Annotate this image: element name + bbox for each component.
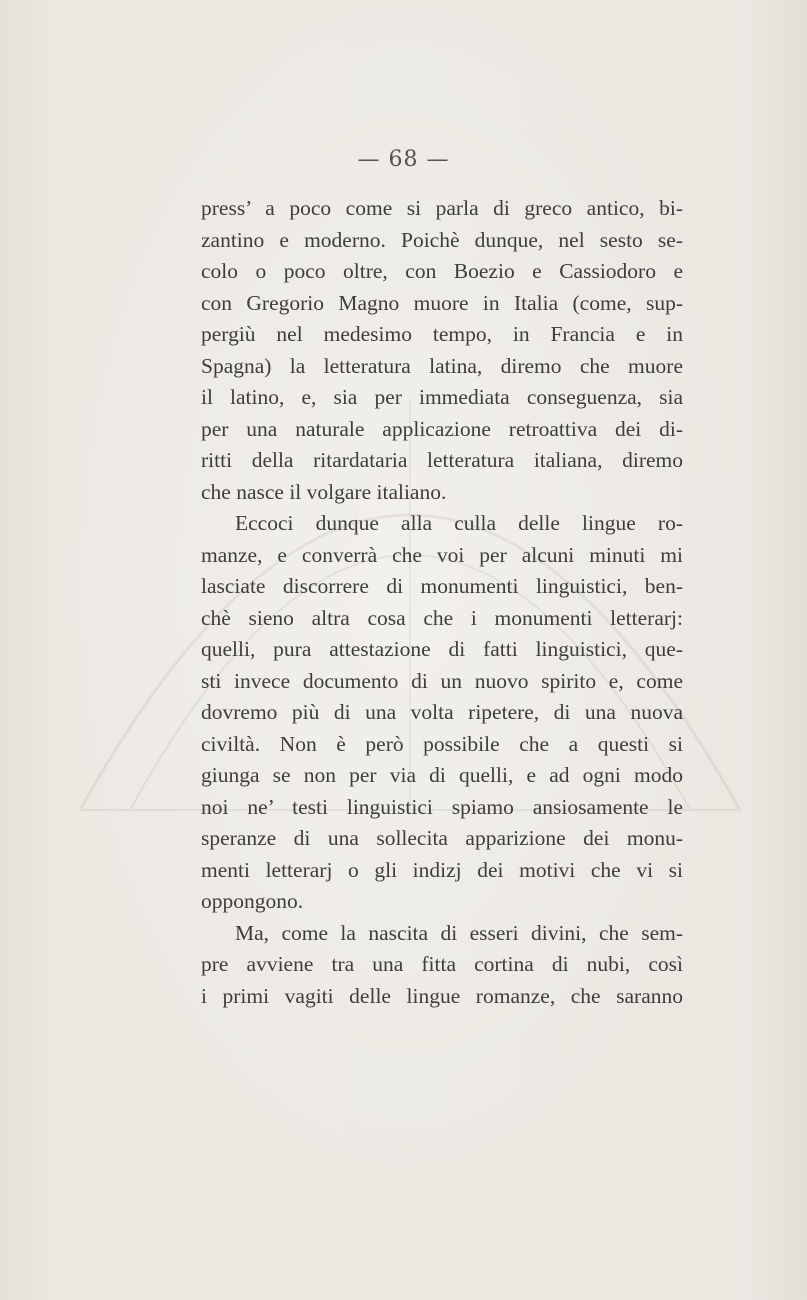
paragraph-end-line: oppongono. [201,889,304,913]
text-line: per una naturale applicazione retroattiva dei di- [201,416,683,441]
text-line: quelli, pura attestazione di fatti linguistici, que- [201,637,683,661]
text-line: zantino e moderno. Poichè dunque, nel sesto se- [201,227,683,252]
text-line: il latino, e, sia per immediata conseguenza, sia [201,385,683,409]
text-line: con Gregorio Magno muore in Italia (come, sup- [201,290,683,315]
text-line: ritti della ritardataria letteratura italiana, diremo [201,448,683,472]
text-line: noi ne’ testi linguistici spiamo ansiosamente le [201,794,683,819]
text-line: press’ a poco come si parla di greco antico, bi- [201,196,683,220]
text-line: civiltà. Non è però possibile che a questi si [201,731,683,756]
paragraph-start-line: Eccoci dunque alla culla delle lingue ro- [235,511,683,535]
page-number: — 68 — [357,147,450,172]
text-line: giunga se non per via di quelli, e ad ogni modo [201,763,683,787]
body-text [201,193,683,1012]
text-line: i primi vagiti delle lingue romanze, che saranno [201,983,683,1008]
text-line: menti letterarj o gli indizj dei motivi che vi si [201,857,683,882]
text-line: lasciate discorrere di monumenti linguistici, ben- [201,574,683,598]
text-line: colo o poco oltre, con Boezio e Cassiodoro e [201,259,683,283]
text-line: chè sieno altra cosa che i monumenti letterarj: [201,605,683,630]
text-line: pre avviene tra una fitta cortina di nubi, così [201,952,683,976]
text-line: pergiù nel medesimo tempo, in Francia e in [201,322,683,346]
paragraph-end-line: che nasce il volgare italiano. [201,479,447,504]
text-line: speranze di una sollecita apparizione dei monu- [201,826,683,850]
paragraph-start-line: Ma, come la nascita di esseri divini, che sem- [235,920,683,945]
text-line: Spagna) la letteratura latina, diremo che muore [201,353,683,378]
text-line: dovremo più di una volta ripetere, di una nuova [201,700,683,724]
text-line: sti invece documento di un nuovo spirito e, come [201,668,683,693]
text-line: manze, e converrà che voi per alcuni minuti mi [201,542,683,567]
